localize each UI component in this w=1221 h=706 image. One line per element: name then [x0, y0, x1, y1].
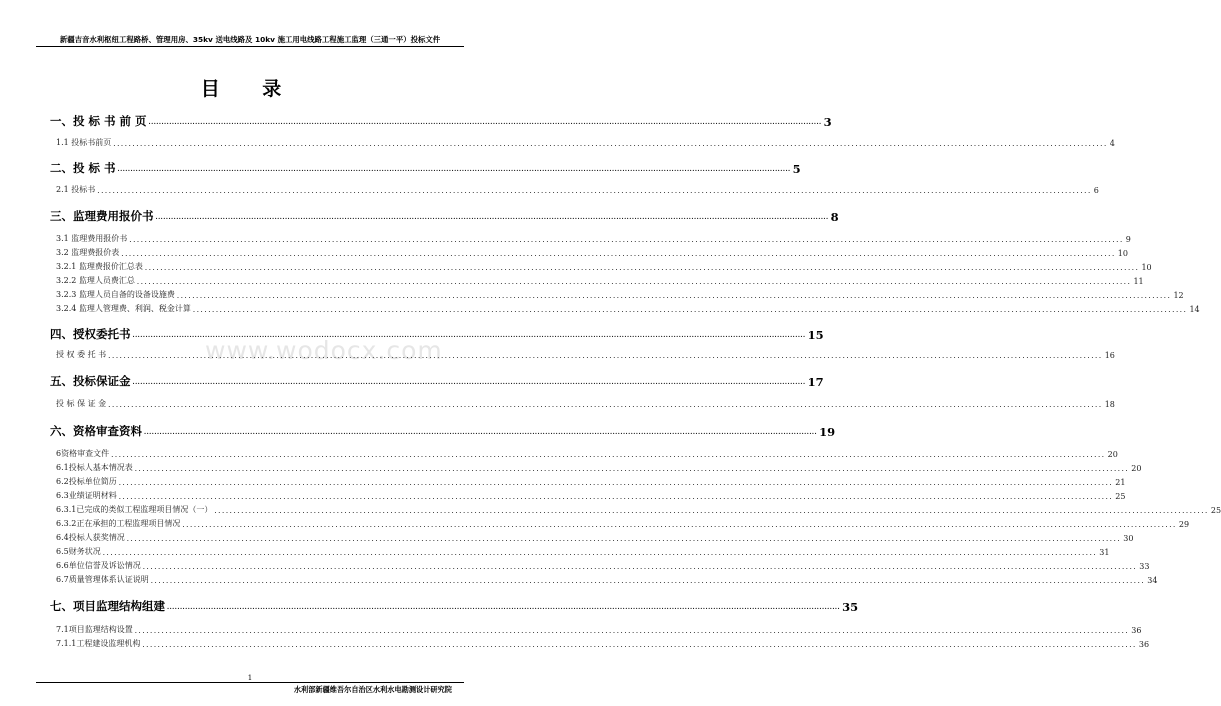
toc-leader-dots: ....................................................................................................................................................................................................................................................................	[167, 604, 841, 611]
toc-entry-label: 6资格审查文件	[56, 449, 110, 458]
toc-entry-page: 14	[1189, 305, 1200, 314]
toc-section-entry[interactable]	[50, 160, 801, 176]
toc-subsection-entry[interactable]	[50, 546, 1110, 557]
toc-entry-label: 五、投标保证金	[50, 374, 131, 388]
toc-entry-page: 6	[1093, 186, 1099, 195]
toc-section-entry[interactable]	[50, 326, 824, 342]
toc-entry-page: 4	[1109, 139, 1115, 148]
toc-entry-label: 六、资格审查资料	[50, 424, 142, 438]
toc-subsection-entry[interactable]	[50, 247, 1128, 258]
toc-entry-label: 投 标 保 证 金	[56, 399, 107, 408]
toc-entry-label: 1.1 投标书前页	[56, 138, 112, 147]
toc-entry-label: 三、监理费用报价书	[50, 209, 154, 223]
toc-entry-page: 18	[1104, 400, 1115, 409]
toc-section-entry[interactable]	[50, 208, 839, 224]
toc-entry-label: 四、授权委托书	[50, 327, 131, 341]
toc-entry-label: 6.3.1已完成的类似工程监理项目情况（一）	[56, 505, 213, 514]
toc-entry-page: 25	[1115, 492, 1126, 501]
toc-leader-dots: ....................................................................................................................................................................................................................................................................	[129, 236, 1124, 244]
toc-subsection-entry[interactable]	[50, 638, 1150, 649]
toc-entry-label: 6.3业绩证明材料	[56, 491, 117, 500]
toc-entry-page: 20	[1131, 464, 1142, 473]
toc-subsection-entry[interactable]	[50, 624, 1142, 635]
toc-leader-dots: ....................................................................................................................................................................................................................................................................	[134, 465, 1130, 473]
toc-entry-label: 7.1项目监理结构设置	[56, 625, 133, 634]
toc-subsection-entry[interactable]	[50, 184, 1099, 195]
toc-subsection-entry[interactable]	[50, 490, 1126, 501]
toc-subsection-entry[interactable]	[50, 532, 1134, 543]
toc-entry-label: 6.7质量管理体系认证说明	[56, 575, 149, 584]
toc-subsection-entry[interactable]	[50, 504, 1221, 515]
toc-entry-label: 3.2.4 监理人管理费、利润、税金计算	[56, 304, 191, 313]
watermark: www.wodocx.com	[205, 336, 443, 365]
toc-entry-page: 25	[1210, 506, 1221, 515]
toc-entry-label: 授 权 委 托 书	[56, 350, 107, 359]
toc-subsection-entry[interactable]	[50, 560, 1150, 571]
toc-entry-label: 七、项目监理结构组建	[50, 599, 165, 613]
toc-entry-label: 3.2.3 监理人员自备的设备设施费	[56, 290, 175, 299]
toc-entry-page: 5	[792, 162, 801, 176]
toc-subsection-entry[interactable]	[50, 574, 1158, 585]
toc-leader-dots: ....................................................................................................................................................................................................................................................................	[134, 627, 1130, 635]
toc-subsection-entry[interactable]	[50, 518, 1190, 529]
toc-subsection-entry[interactable]	[50, 448, 1118, 459]
toc-entry-page: 29	[1178, 520, 1190, 529]
toc-leader-dots: ....................................................................................................................................................................................................................................................................	[118, 479, 1114, 487]
toc-leader-dots: ....................................................................................................................................................................................................................................................................	[144, 264, 1140, 272]
toc-subsection-entry[interactable]	[50, 398, 1115, 409]
toc-entry-page: 17	[807, 375, 824, 389]
toc-entry-page: 19	[819, 425, 836, 439]
toc-entry-label: 7.1.1工程建设监理机构	[56, 639, 141, 648]
toc-leader-dots: ....................................................................................................................................................................................................................................................................	[113, 140, 1108, 148]
toc-subsection-entry[interactable]	[50, 349, 1115, 360]
toc-entry-page: 34	[1147, 576, 1158, 585]
document-header: 新疆吉音水利枢纽工程路桥、管理用房、35kv 送电线路及 10kv 施工用电线路工程施工监理（三通一平）投标文件	[59, 35, 441, 44]
toc-entry-label: 6.1投标人基本情况表	[56, 463, 133, 472]
toc-entry-label: 6.3.2正在承担的工程监理项目情况	[56, 519, 181, 528]
toc-leader-dots: ....................................................................................................................................................................................................................................................................	[192, 306, 1188, 314]
toc-entry-page: 10	[1117, 249, 1128, 258]
toc-entry-label: 6.4投标人获奖情况	[56, 533, 125, 542]
toc-leader-dots: ....................................................................................................................................................................................................................................................................	[108, 401, 1103, 409]
toc-entry-label: 6.6单位信誉及诉讼情况	[56, 561, 141, 570]
toc-entry-label: 2.1 投标书	[56, 185, 96, 194]
toc-section-entry[interactable]	[50, 113, 832, 129]
toc-leader-dots: ....................................................................................................................................................................................................................................................................	[126, 535, 1122, 543]
toc-leader-dots: ....................................................................................................................................................................................................................................................................	[214, 507, 1209, 515]
toc-subsection-entry[interactable]	[50, 476, 1126, 487]
toc-entry-label: 3.2.1 监理费报价汇总表	[56, 262, 143, 271]
toc-entry-page: 30	[1123, 534, 1134, 543]
toc-subsection-entry[interactable]	[50, 303, 1200, 314]
toc-entry-page: 21	[1115, 478, 1126, 487]
toc-entry-page: 8	[830, 210, 839, 224]
header-divider	[36, 46, 464, 47]
page-title: 目 录	[200, 78, 300, 100]
toc-entry-label: 3.2.2 监理人员费汇总	[56, 276, 135, 285]
toc-entry-page: 35	[842, 600, 859, 614]
toc-entry-label: 3.1 监理费用报价书	[56, 234, 128, 243]
toc-section-entry[interactable]	[50, 598, 859, 614]
toc-leader-dots: ....................................................................................................................................................................................................................................................................	[150, 577, 1146, 585]
toc-leader-dots: ....................................................................................................................................................................................................................................................................	[148, 119, 822, 126]
toc-leader-dots: ....................................................................................................................................................................................................................................................................	[121, 250, 1116, 258]
toc-entry-page: 15	[807, 328, 824, 342]
toc-leader-dots: ....................................................................................................................................................................................................................................................................	[182, 521, 1177, 529]
toc-leader-dots: ....................................................................................................................................................................................................................................................................	[136, 278, 1132, 286]
toc-subsection-entry[interactable]	[50, 289, 1184, 300]
toc-leader-dots: ....................................................................................................................................................................................................................................................................	[117, 166, 791, 173]
toc-subsection-entry[interactable]	[50, 462, 1142, 473]
toc-entry-page: 11	[1133, 277, 1144, 286]
toc-leader-dots: ....................................................................................................................................................................................................................................................................	[118, 493, 1114, 501]
toc-entry-label: 6.2投标单位简历	[56, 477, 117, 486]
toc-entry-label: 3.2 监理费报价表	[56, 248, 120, 257]
toc-leader-dots: ....................................................................................................................................................................................................................................................................	[155, 214, 829, 221]
toc-leader-dots: ....................................................................................................................................................................................................................................................................	[144, 429, 818, 436]
toc-leader-dots: ....................................................................................................................................................................................................................................................................	[142, 563, 1138, 571]
toc-entry-page: 3	[823, 115, 832, 129]
toc-leader-dots: ....................................................................................................................................................................................................................................................................	[111, 451, 1106, 459]
toc-entry-page: 31	[1099, 548, 1110, 557]
toc-entry-label: 6.5财务状况	[56, 547, 101, 556]
toc-entry-page: 10	[1141, 263, 1152, 272]
toc-leader-dots: ....................................................................................................................................................................................................................................................................	[176, 292, 1172, 300]
toc-entry-page: 9	[1125, 235, 1131, 244]
toc-leader-dots: ....................................................................................................................................................................................................................................................................	[102, 549, 1098, 557]
toc-leader-dots: ....................................................................................................................................................................................................................................................................	[132, 332, 806, 339]
toc-entry-page: 36	[1131, 626, 1142, 635]
page-number: 1	[247, 674, 253, 682]
toc-entry-page: 12	[1173, 291, 1184, 300]
toc-entry-page: 36	[1138, 640, 1150, 649]
toc-leader-dots: ....................................................................................................................................................................................................................................................................	[142, 641, 1137, 649]
toc-section-entry[interactable]	[50, 373, 824, 389]
toc-subsection-entry[interactable]	[50, 233, 1131, 244]
footer-organization: 水利部新疆维吾尔自治区水利水电勘测设计研究院	[293, 685, 452, 694]
toc-leader-dots: ....................................................................................................................................................................................................................................................................	[97, 187, 1092, 195]
toc-entry-label: 一、投 标 书 前 页	[50, 114, 147, 128]
toc-leader-dots: ....................................................................................................................................................................................................................................................................	[132, 379, 806, 386]
toc-leader-dots: ....................................................................................................................................................................................................................................................................	[108, 352, 1103, 360]
toc-entry-page: 33	[1139, 562, 1150, 571]
toc-subsection-entry[interactable]	[50, 261, 1152, 272]
toc-subsection-entry[interactable]	[50, 275, 1144, 286]
toc-entry-page: 20	[1107, 450, 1118, 459]
toc-entry-label: 二、投 标 书	[50, 161, 116, 175]
toc-section-entry[interactable]	[50, 423, 836, 439]
toc-subsection-entry[interactable]	[50, 137, 1115, 148]
footer-divider	[36, 682, 464, 683]
toc-entry-page: 16	[1104, 351, 1115, 360]
